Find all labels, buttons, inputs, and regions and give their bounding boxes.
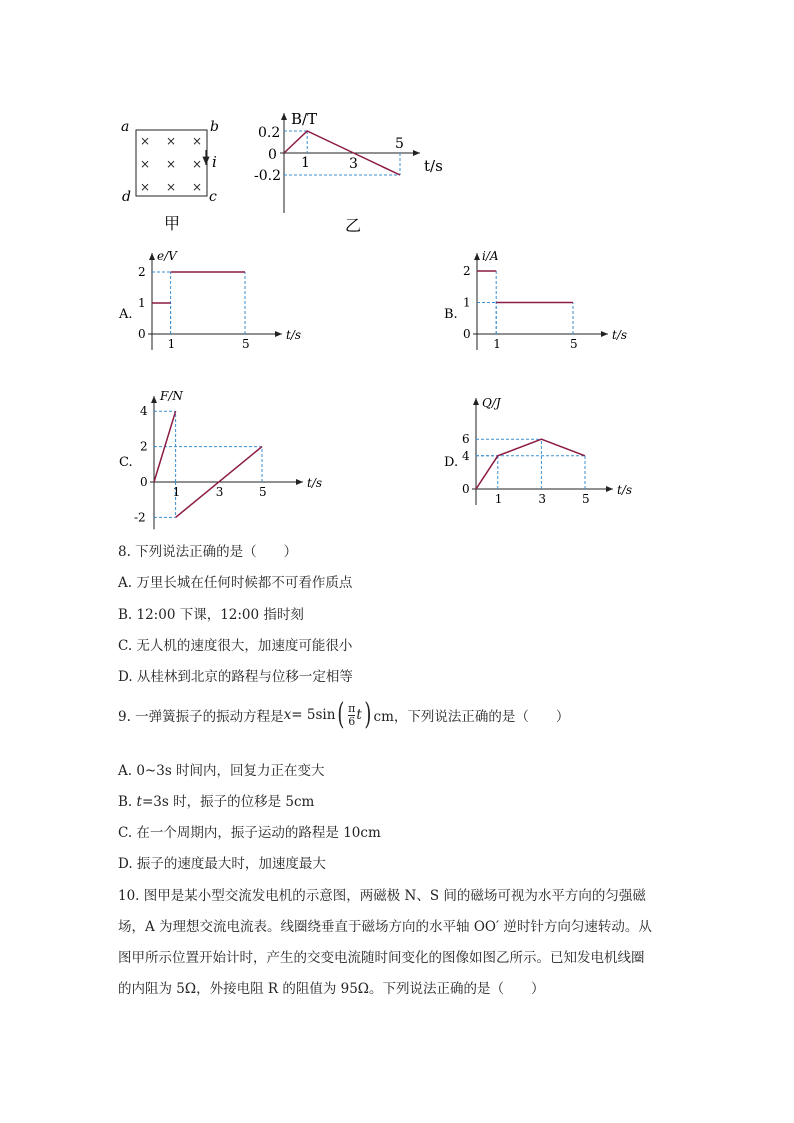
- yi-ylabel: B/T: [291, 110, 318, 128]
- corner-b: b: [210, 119, 219, 135]
- q9-eq-x: x: [283, 707, 292, 723]
- field-crosses: [140, 134, 202, 194]
- x-tick-2: 5: [582, 492, 590, 506]
- q9-option-c: C. 在一个周期内，振子运动的路程是 10cm: [118, 825, 381, 841]
- y-tick-2: 0: [140, 475, 148, 489]
- x-tick-0: 1: [494, 492, 503, 506]
- corner-d: d: [122, 189, 131, 205]
- option-label: B.: [444, 307, 458, 322]
- field-cross-0-1: ×: [166, 134, 177, 148]
- q9-b-t: t: [136, 794, 142, 810]
- yi-ytick-neg0.2: -0.2: [254, 168, 281, 184]
- y-tick-0: 2: [138, 265, 146, 279]
- q9-option-d: D. 振子的速度最大时，加速度最大: [118, 856, 326, 872]
- q8-option-a: A. 万里长城在任何时候都不可看作质点: [118, 575, 353, 591]
- figure-yi: [254, 110, 443, 235]
- q9-stem-pre: 9. 一弹簧振子的振动方程是: [118, 709, 284, 725]
- current-label: i: [212, 153, 217, 171]
- y-axis-label: i/A: [482, 249, 499, 263]
- y-tick-3: -2: [134, 510, 146, 525]
- series-segment-0: [476, 439, 585, 489]
- field-cross-2-0: ×: [140, 180, 151, 194]
- y-tick-0: 6: [462, 432, 470, 447]
- q9-paren-left: (: [337, 697, 345, 732]
- q9-frac-num: π: [348, 701, 356, 715]
- q9-fraction: [348, 703, 355, 728]
- x-tick-1: 3: [215, 485, 224, 499]
- x-axis-label: t/s: [307, 476, 323, 490]
- q8-stem: 8. 下列说法正确的是（ ）: [118, 544, 298, 560]
- yi-xlabel: t/s: [424, 157, 443, 175]
- option-label: A.: [119, 307, 133, 322]
- q9-stem-post: cm，下列说法正确的是（ ）: [373, 709, 570, 725]
- x-tick-0: 1: [172, 485, 181, 499]
- q10-line3: 图甲所示位置开始计时，产生的交变电流随时间变化的图像如图乙所示。已知发电机线圈: [118, 950, 645, 966]
- q9-paren-right: ): [364, 697, 372, 732]
- yi-xtick-3: 3: [349, 156, 358, 172]
- y-tick-1: 2: [140, 439, 148, 454]
- x-axis-label: t/s: [617, 483, 633, 497]
- y-tick-1: 1: [138, 296, 146, 310]
- option-label: D.: [444, 455, 459, 470]
- yi-xtick-5: 5: [395, 136, 404, 152]
- q9-eq-mid: = 5sin: [291, 707, 336, 723]
- y-tick-2: 0: [463, 327, 471, 341]
- q9-eq-t: t: [356, 707, 362, 723]
- y-axis-label: e/V: [157, 249, 177, 263]
- option-graphs: [118, 249, 632, 529]
- option-graph-a: [118, 249, 301, 351]
- x-tick-0: 1: [493, 337, 501, 351]
- option-label: C.: [119, 455, 133, 470]
- field-cross-0-0: ×: [140, 134, 151, 148]
- field-cross-1-0: ×: [140, 157, 151, 171]
- x-tick-1: 3: [538, 492, 547, 506]
- x-tick-1: 5: [242, 337, 250, 351]
- q10-line4: 的内阻为 5Ω，外接电阻 R 的阻值为 95Ω。下列说法正确的是（ ）: [118, 981, 545, 997]
- field-cross-0-2: ×: [192, 134, 203, 148]
- q9-option-a: A. 0~3s 时间内，回复力正在变大: [118, 763, 325, 779]
- y-tick-0: 2: [463, 264, 471, 278]
- q8-option-b: B. 12:00 下课，12:00 指时刻: [118, 607, 304, 623]
- corner-a: a: [121, 119, 130, 135]
- y-axis-label: Q/J: [482, 396, 501, 410]
- series-segment-0: [154, 411, 176, 482]
- y-tick-2: 0: [462, 482, 470, 496]
- y-tick-1: 4: [462, 448, 470, 463]
- caption-yi: 乙: [345, 216, 362, 235]
- option-graph-d: [444, 396, 632, 506]
- q10-line1: 10. 图甲是某小型交流发电机的示意图，两磁极 N、S 间的磁场可视为水平方向的匀强磁: [118, 888, 646, 904]
- q9-b-post: =3s 时，振子的位移是 5cm: [141, 794, 315, 810]
- q9-stem: [118, 697, 570, 732]
- q9-b-pre: B.: [118, 794, 137, 810]
- q8-option-c: C. 无人机的速度很大，加速度可能很小: [118, 638, 353, 654]
- q10-line2: 场，A 为理想交流电流表。线圈绕垂直于磁场方向的水平轴 OO′ 逆时针方向匀速转动。从: [118, 919, 652, 935]
- field-cross-1-1: ×: [166, 157, 177, 171]
- caption-jia: 甲: [164, 214, 181, 233]
- yi-ytick-0.2: 0.2: [258, 125, 281, 141]
- x-axis-label: t/s: [612, 328, 628, 342]
- x-tick-1: 5: [570, 337, 578, 351]
- yi-xtick-1: 1: [301, 155, 310, 171]
- y-tick-2: 0: [138, 327, 146, 341]
- option-graph-c: [119, 389, 322, 529]
- corner-c: c: [209, 189, 217, 205]
- field-cross-2-2: ×: [192, 180, 203, 194]
- x-tick-2: 5: [259, 485, 267, 499]
- q9-option-b: [118, 790, 314, 810]
- field-cross-1-2: ×: [192, 157, 203, 171]
- y-tick-0: 4: [140, 404, 148, 419]
- option-graph-b: [444, 249, 627, 351]
- yi-ytick-0: 0: [268, 147, 277, 163]
- x-axis-label: t/s: [286, 328, 302, 342]
- q8-option-d: D. 从桂林到北京的路程与位移一定相等: [118, 669, 353, 685]
- field-cross-2-1: ×: [166, 180, 177, 194]
- y-axis-label: F/N: [160, 389, 183, 403]
- figure-jia: [121, 119, 219, 233]
- x-tick-0: 1: [167, 337, 176, 351]
- y-tick-1: 1: [463, 295, 471, 310]
- q9-frac-den: 6: [348, 714, 356, 728]
